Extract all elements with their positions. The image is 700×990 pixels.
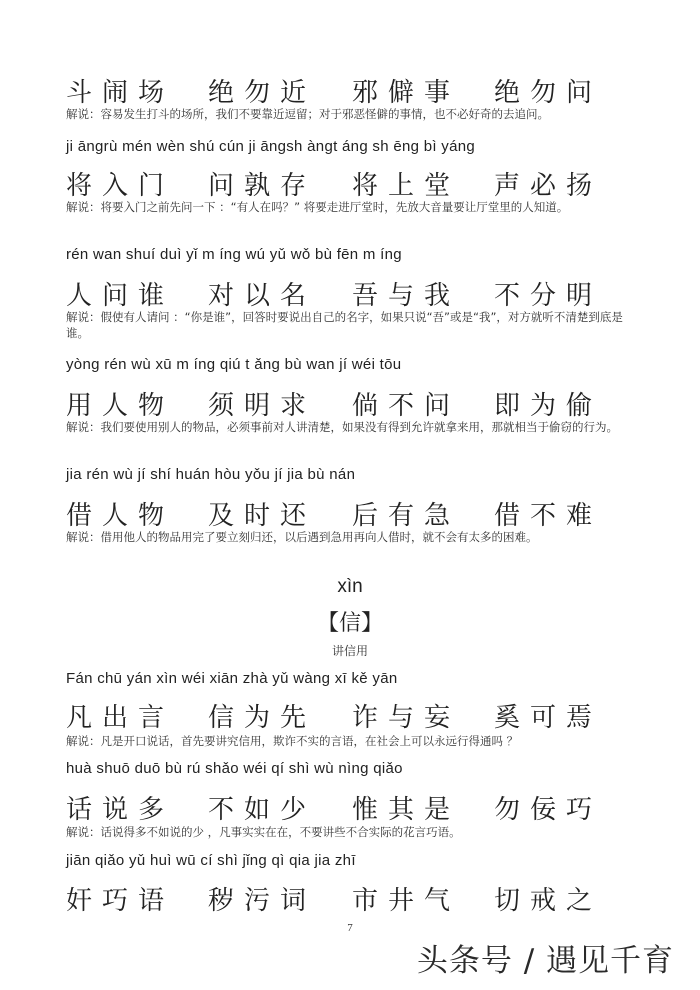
verse-phrase: 将入门 bbox=[66, 171, 175, 201]
section-title-pinyin: xìn bbox=[337, 576, 363, 597]
verse-phrase: 不分明 bbox=[494, 281, 603, 311]
pinyin-line: ji āngrù mén wèn shú cún ji āngsh àngt áng sh ēng bì yáng bbox=[66, 138, 476, 155]
pinyin-line: huà shuō duō bù rú shǎo wéi qí shì wù nìng qiǎo bbox=[66, 760, 403, 777]
verse-phrase: 问孰存 bbox=[208, 171, 317, 201]
page-number: 7 bbox=[347, 922, 353, 934]
verse-phrase: 邪僻事 bbox=[352, 78, 461, 108]
pinyin-line: rén wan shuí duì yǐ m íng wú yǔ wǒ bù fēn m íng bbox=[66, 246, 402, 263]
verse-row-5 bbox=[66, 495, 686, 529]
verse-phrase: 须明求 bbox=[208, 391, 317, 421]
verse-row-6 bbox=[66, 697, 686, 731]
verse-phrase: 信为先 bbox=[208, 703, 317, 733]
pinyin-line: Fán chū yán xìn wéi xiān zhà yǔ wàng xī kě yān bbox=[66, 670, 398, 687]
explanation-note: 解说：话说得多不如说的少 ，凡事实实在在，不要讲些不合实际的花言巧语。 bbox=[66, 825, 461, 839]
verse-phrase: 后有急 bbox=[352, 501, 461, 531]
verse-row-3 bbox=[66, 275, 686, 309]
verse-phrase: 用人物 bbox=[66, 391, 175, 421]
explanation-note: 解说：假使有人请问 ：“你是谁”，回答时要说出自己的名字，如果只说“吾”或是“我”，对方就听不清楚到底是谁。 bbox=[66, 310, 623, 340]
verse-phrase: 秽污词 bbox=[208, 886, 317, 916]
verse-phrase: 斗闹场 bbox=[66, 78, 175, 108]
verse-phrase: 市井气 bbox=[352, 886, 461, 916]
verse-row-1 bbox=[66, 72, 686, 106]
verse-row-8 bbox=[66, 880, 686, 914]
verse-phrase: 惟其是 bbox=[352, 795, 461, 825]
section-title: 【信】 bbox=[316, 611, 383, 636]
verse-phrase: 及时还 bbox=[208, 501, 317, 531]
explanation-note: 解说：凡是开口说话，首先要讲究信用，欺诈不实的言语，在社会上可以永远行得通吗 ？ bbox=[66, 734, 519, 748]
verse-phrase: 人问谁 bbox=[66, 281, 175, 311]
verse-row-7 bbox=[66, 789, 686, 823]
verse-row-4 bbox=[66, 385, 686, 419]
verse-phrase: 对以名 bbox=[208, 281, 317, 311]
explanation-note: 解说：我们要使用别人的物品，必须事前对人讲清楚，如果没有得到允许就拿来用，那就相当于偷窃的行为。 bbox=[66, 420, 618, 434]
verse-phrase: 将上堂 bbox=[352, 171, 461, 201]
pinyin-line: jia rén wù jí shí huán hòu yǒu jí jia bù nán bbox=[66, 466, 356, 483]
verse-phrase: 不如少 bbox=[208, 795, 317, 825]
verse-row-2 bbox=[66, 165, 686, 199]
verse-phrase: 切戒之 bbox=[494, 886, 603, 916]
verse-phrase: 奚可焉 bbox=[494, 703, 603, 733]
verse-phrase: 吾与我 bbox=[352, 281, 461, 311]
explanation-note: 解说：将要入门之前先问一下 ：“有人在吗？” 将要走进厅堂时，先放大音量要让厅堂里的人知道。 bbox=[66, 200, 569, 214]
verse-phrase: 绝勿近 bbox=[208, 78, 317, 108]
verse-phrase: 奸巧语 bbox=[66, 886, 175, 916]
verse-phrase: 借人物 bbox=[66, 501, 175, 531]
verse-phrase: 话说多 bbox=[66, 795, 175, 825]
watermark-text: 头条号 / 遇见千育 bbox=[416, 943, 674, 979]
verse-phrase: 勿佞巧 bbox=[494, 795, 603, 825]
verse-phrase: 凡出言 bbox=[66, 703, 175, 733]
verse-phrase: 即为偷 bbox=[494, 391, 603, 421]
verse-phrase: 借不难 bbox=[494, 501, 603, 531]
pinyin-line: jiān qiǎo yǔ huì wū cí shì jǐng qì qia jia zhī bbox=[66, 852, 356, 869]
verse-phrase: 声必扬 bbox=[494, 171, 603, 201]
pinyin-line: yòng rén wù xū m íng qiú t ǎng bù wan jí wéi tōu bbox=[66, 356, 402, 373]
explanation-note: 解说：容易发生打斗的场所，我们不要靠近逗留；对于邪恶怪僻的事情，也不必好奇的去追问。 bbox=[66, 107, 549, 121]
verse-phrase: 倘不问 bbox=[352, 391, 461, 421]
verse-phrase: 绝勿问 bbox=[494, 78, 603, 108]
explanation-note: 解说：借用他人的物品用完了要立刻归还，以后遇到急用再向人借时，就不会有太多的困难。 bbox=[66, 530, 538, 544]
section-subtitle: 讲信用 bbox=[331, 644, 368, 658]
verse-phrase: 诈与妄 bbox=[352, 703, 461, 733]
